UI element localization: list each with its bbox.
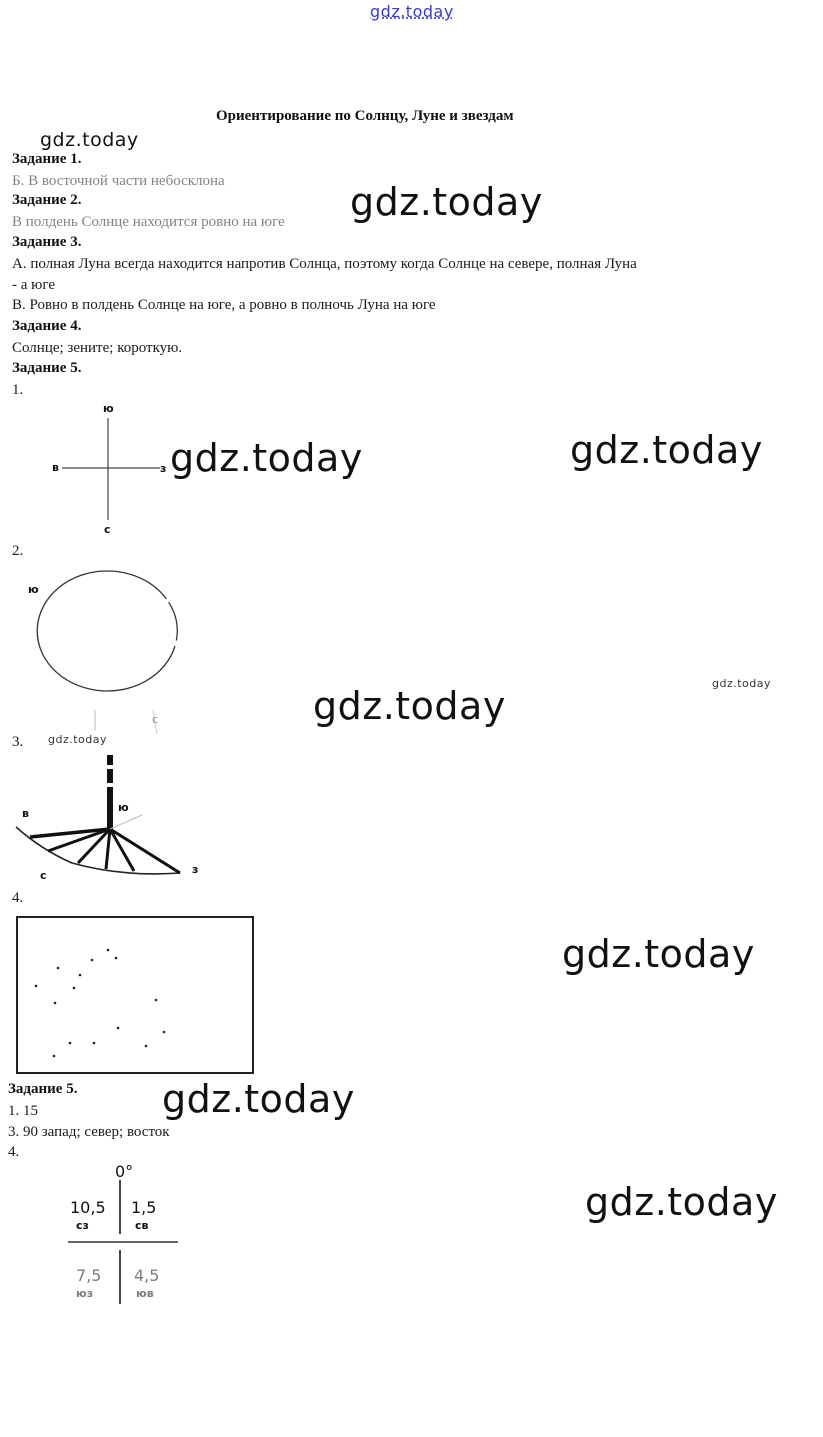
task5b-answer-4-number: 4.	[8, 1144, 20, 1160]
task4-heading: Задание 4.	[12, 318, 82, 334]
task1-heading: Задание 1.	[12, 151, 82, 167]
star-dot	[69, 1042, 72, 1045]
figure5-nw-label: сз	[76, 1219, 89, 1232]
task5-item4-number: 4.	[12, 890, 24, 906]
task5-heading: Задание 5.	[12, 360, 82, 376]
task5-item2-number: 2.	[12, 543, 24, 559]
figure3-label-bottom: с	[40, 869, 47, 882]
star-dot	[35, 985, 38, 988]
task5b-answer-1: 1. 15	[8, 1103, 38, 1119]
figure5-nw-value: 10,5	[70, 1198, 106, 1217]
figure1-label-left: в	[52, 461, 59, 474]
star-dot	[145, 1045, 148, 1048]
top-watermark[interactable]: gdz.today	[370, 2, 454, 21]
star-dot	[57, 967, 60, 970]
star-dot	[73, 987, 76, 990]
figure5-se-value: 4,5	[134, 1266, 160, 1285]
watermark-large-2: gdz.today	[170, 436, 363, 480]
figure2-label-bottom: с	[152, 713, 159, 726]
star-dot	[117, 1027, 120, 1030]
figure1-label-right: з	[160, 462, 167, 475]
figure5-sw-label: юз	[76, 1287, 94, 1300]
star-dot	[93, 1042, 96, 1045]
star-dot	[155, 999, 158, 1002]
task3-heading: Задание 3.	[12, 234, 82, 250]
watermark-large-7: gdz.today	[585, 1180, 778, 1224]
figure3-label-stick: ю	[118, 801, 129, 814]
watermark-large-1: gdz.today	[350, 180, 543, 224]
task3-answer-a-line1: А. полная Луна всегда находится напротив Солнца, поэтому когда Солнце на севере, полная Луна	[12, 256, 637, 272]
star-dot	[79, 974, 82, 977]
star-dot	[115, 957, 118, 960]
star-dot	[53, 1055, 56, 1058]
task5-item3-number: 3.	[12, 734, 24, 750]
watermark-small-1: gdz.today	[40, 129, 139, 151]
task2-heading: Задание 2.	[12, 192, 82, 208]
star-dot	[91, 959, 94, 962]
star-dot	[54, 1002, 57, 1005]
figure5-ne-value: 1,5	[131, 1198, 157, 1217]
figure5-zero-degrees: 0°	[115, 1162, 134, 1181]
watermark-large-5: gdz.today	[562, 932, 755, 976]
watermark-large-6: gdz.today	[162, 1077, 355, 1121]
task5b-answer-3: 3. 90 запад; север; восток	[8, 1124, 170, 1140]
task4-answer: Солнце; зените; короткую.	[12, 340, 183, 356]
task3-answer-a-line2: - а юге	[12, 277, 55, 293]
page-title: Ориентирование по Солнцу, Луне и звездам	[216, 108, 514, 124]
task1-answer: Б. В восточной части небосклона	[12, 173, 225, 189]
watermark-tiny-1: gdz.today	[712, 677, 772, 690]
star-dot	[107, 949, 110, 952]
figure3-label-left: в	[22, 807, 29, 820]
figure5-sw-value: 7,5	[76, 1266, 102, 1285]
star-dot	[163, 1031, 166, 1034]
task5b-heading: Задание 5.	[8, 1081, 78, 1097]
watermark-large-3: gdz.today	[570, 428, 763, 472]
figure5-ne-label: св	[135, 1219, 149, 1232]
figure1-label-top: ю	[103, 402, 114, 415]
task2-answer: В полдень Солнце находится ровно на юге	[12, 214, 285, 230]
watermark-large-4: gdz.today	[313, 684, 506, 728]
figure2-label-top: ю	[28, 583, 39, 596]
figure1-label-bottom: с	[104, 523, 111, 536]
task5-item1-number: 1.	[12, 382, 24, 398]
figure5-se-label: юв	[136, 1287, 154, 1300]
watermark-tiny-2: gdz.today	[48, 733, 108, 746]
task3-answer-b: В. Ровно в полдень Солнце на юге, а ровно в полночь Луна на юге	[12, 297, 436, 313]
figure3-label-right: з	[192, 863, 199, 876]
